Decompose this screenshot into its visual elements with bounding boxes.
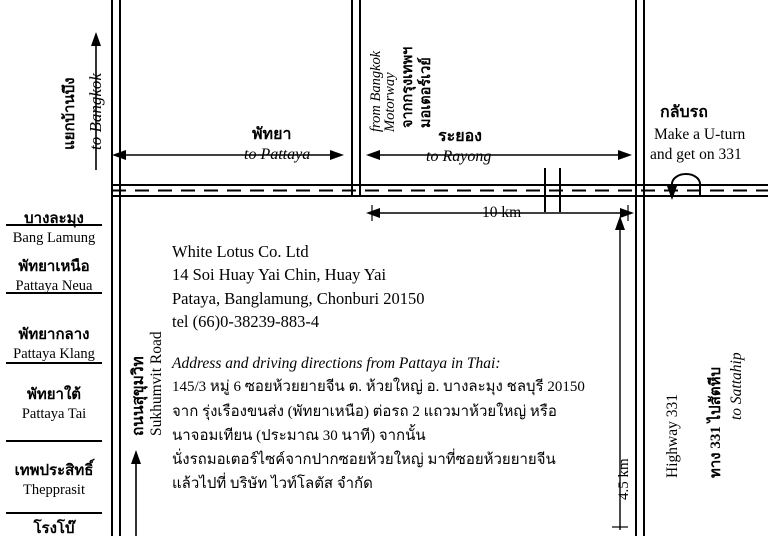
road-highway331-thai: ทาง 331 ไปสัตหีบ: [708, 366, 724, 478]
left-label-pattaya-klang-thai: พัทยากลาง: [18, 327, 90, 343]
direction-pattaya-thai: พัทยา: [252, 126, 292, 143]
address-block: [172, 240, 592, 334]
uturn-en-line1: Make a U-turn: [654, 126, 746, 143]
road-motorway-en: Motorway: [382, 72, 398, 132]
road-highway331-en2: to Sattahip: [728, 352, 745, 420]
thai-directions-block: [172, 352, 602, 497]
address-line-4: tel (66)0-38239-883-4: [172, 312, 320, 332]
uturn-thai-label: กลับรถ: [660, 104, 708, 121]
left-label-thepprasit-thai: เทพประสิทธิ์: [14, 463, 94, 479]
left-label-pattaya-neua: [2, 254, 106, 295]
left-label-pattaya-neua-roman: Pattaya Neua: [15, 278, 93, 294]
thai-directions-line-1: 145/3 หมู่ 6 ซอยห้วยยายจีน ต. ห้วยใหญ่ อ. บางละมุง ชลบุรี 20150: [172, 379, 585, 396]
left-label-divider-5: [6, 512, 102, 514]
road-highway331-en: Highway 331: [664, 394, 681, 478]
road-sukhumvit-thai: ถนนสุขุมวิท: [130, 356, 147, 436]
left-label-pattaya-klang-roman: Pattaya Klang: [13, 346, 95, 362]
left-label-extra-thai: โรงโบ๊: [33, 521, 75, 536]
left-label-bang-lamung-thai: บางละมุง: [24, 211, 84, 227]
distance-horizontal-label: 10 km: [482, 204, 522, 221]
direction-bangkok-thai: แยกบ้านบึง: [62, 77, 78, 150]
left-label-bang-lamung: [2, 206, 106, 247]
road-motorway-thai: มอเตอร์เวย์: [418, 57, 434, 128]
address-line-2: 14 Soi Huay Yai Chin, Huay Yai: [172, 265, 387, 285]
left-label-pattaya-tai-roman: Pattaya Tai: [21, 406, 87, 422]
left-label-pattaya-neua-thai: พัทยาเหนือ: [18, 259, 90, 275]
thai-directions-line-3: นาจอมเทียน (ประมาณ 30 นาที) จากนั้น: [172, 427, 426, 444]
left-label-pattaya-klang: [2, 322, 106, 363]
address-line-1: White Lotus Co. Ltd: [172, 242, 309, 261]
left-label-thepprasit-roman: Thepprasit: [22, 482, 85, 498]
left-label-divider-4: [6, 440, 102, 442]
left-label-extra: [2, 516, 106, 536]
left-label-pattaya-tai: [2, 382, 106, 423]
distance-vertical-label: 4.5 km: [616, 458, 632, 500]
road-motorway-en2: from Bangkok: [368, 50, 384, 132]
direction-rayong-en: to Rayong: [426, 148, 492, 165]
road-sukhumvit-en: Sukhumvit Road: [148, 331, 165, 436]
thai-directions-line-2: จาก รุ่งเรืองขนส่ง (พัทยาเหนือ) ต่อรถ 2 แถวมาห้วยใหญ่ หรือ: [172, 403, 557, 420]
uturn-en-line2: and get on 331: [650, 146, 742, 163]
road-motorway-thai2: จากกรุงเทพฯ: [400, 46, 416, 128]
thai-directions-line-5: แล้วไปที่ บริษัท ไวท์โลตัส จำกัด: [172, 476, 373, 493]
left-label-pattaya-tai-thai: พัทยาใต้: [26, 387, 82, 403]
direction-pattaya-en: to Pattaya: [244, 146, 311, 163]
direction-rayong-thai: ระยอง: [438, 128, 482, 145]
direction-to-bangkok-en: to Bangkok: [86, 73, 105, 150]
thai-directions-line-4: นั่งรถมอเตอร์ไซค์จากปากซอยห้วยใหญ่ มาที่ซอยห้วยยายจีน: [172, 452, 556, 469]
address-line-3: Pataya, Banglamung, Chonburi 20150: [172, 288, 425, 308]
left-label-thepprasit: [2, 458, 106, 499]
thai-directions-heading: Address and driving directions from Pattaya in Thai:: [172, 355, 501, 372]
left-label-bang-lamung-roman: Bang Lamung: [12, 230, 96, 246]
